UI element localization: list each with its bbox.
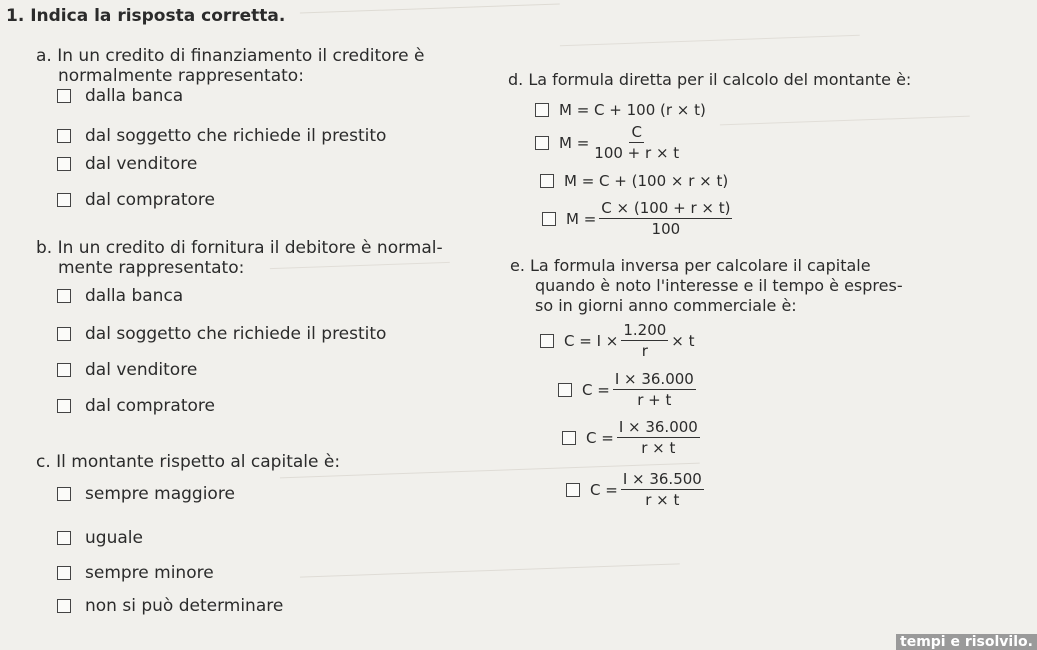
formula-e2[interactable]: C = $\frac{I \times 36.000}{r + t}$ <box>558 370 699 409</box>
checkbox[interactable] <box>535 103 549 117</box>
formula-d2[interactable]: M = $\frac{C}{100 + r \times t}$ <box>535 123 684 162</box>
option-c2[interactable]: uguale <box>57 528 143 548</box>
formula-e1[interactable]: C = I × $\frac{1.200}{r}$ × t <box>540 321 695 360</box>
option-a4[interactable]: dal compratore <box>57 190 215 210</box>
fraction: $\frac{I \times 36.500}{r \times t}$ <box>622 470 702 509</box>
checkbox[interactable] <box>562 431 576 445</box>
option-b3[interactable]: dal venditore <box>57 360 197 380</box>
fraction: $\frac{I \times 36.000}{r + t}$ <box>614 370 694 409</box>
option-a3[interactable]: dal venditore <box>57 154 197 174</box>
question-b-line1: b. In un credito di fornitura il debitore è normal- <box>36 238 443 258</box>
checkbox[interactable] <box>535 136 549 150</box>
checkbox[interactable] <box>57 89 71 103</box>
checkbox[interactable] <box>57 129 71 143</box>
question-b-line2: mente rappresentato: <box>58 258 245 278</box>
checkbox[interactable] <box>57 289 71 303</box>
question-e-line3: so in giorni anno commerciale è: <box>535 296 797 315</box>
checkbox[interactable] <box>558 383 572 397</box>
checkbox[interactable] <box>57 157 71 171</box>
option-b1[interactable]: dalla banca <box>57 286 183 306</box>
option-a1[interactable]: dalla banca <box>57 86 183 106</box>
checkbox[interactable] <box>57 327 71 341</box>
checkbox[interactable] <box>57 599 71 613</box>
option-c3[interactable]: sempre minore <box>57 563 214 583</box>
checkbox[interactable] <box>57 363 71 377</box>
checkbox[interactable] <box>57 399 71 413</box>
option-a2[interactable]: dal soggetto che richiede il prestito <box>57 126 386 146</box>
checkbox[interactable] <box>57 193 71 207</box>
formula-e4[interactable]: C = $\frac{I \times 36.500}{r \times t}$ <box>566 470 707 509</box>
checkbox[interactable] <box>540 334 554 348</box>
question-d-line1: d. La formula diretta per il calcolo del montante è: <box>508 70 912 89</box>
question-a-line2: normalmente rappresentato: <box>58 66 304 86</box>
checkbox[interactable] <box>57 487 71 501</box>
checkbox[interactable] <box>57 566 71 580</box>
formula-d3[interactable]: M = C + (100 × r × t) <box>540 172 728 190</box>
question-c-line1: c. Il montante rispetto al capitale è: <box>36 452 341 472</box>
exercise-title: 1. Indica la risposta corretta. <box>6 6 286 26</box>
question-a-line1: a. In un credito di finanziamento il creditore è <box>36 46 425 66</box>
fraction: $\frac{I \times 36.000}{r \times t}$ <box>618 418 698 457</box>
formula-d1[interactable]: M = C + 100 (r × t) <box>535 101 706 119</box>
formula-d4[interactable]: M = $\frac{C \times (100 + r \times t)}{100}$ <box>542 199 735 238</box>
formula-e3[interactable]: C = $\frac{I \times 36.000}{r \times t}$ <box>562 418 703 457</box>
option-b4[interactable]: dal compratore <box>57 396 215 416</box>
question-e-line2: quando è noto l'interesse e il tempo è espres- <box>535 276 903 295</box>
option-c1[interactable]: sempre maggiore <box>57 484 235 504</box>
fraction: $\frac{C}{100 + r \times t}$ <box>594 123 680 162</box>
option-c4[interactable]: non si può determinare <box>57 596 283 616</box>
footer-partial-text: tempi e risolvilo. <box>896 634 1037 650</box>
option-b2[interactable]: dal soggetto che richiede il prestito <box>57 324 386 344</box>
checkbox[interactable] <box>57 531 71 545</box>
checkbox[interactable] <box>566 483 580 497</box>
fraction: $\frac{1.200}{r}$ <box>623 321 667 360</box>
checkbox[interactable] <box>542 212 556 226</box>
checkbox[interactable] <box>540 174 554 188</box>
question-e-line1: e. La formula inversa per calcolare il capitale <box>510 256 871 275</box>
fraction: $\frac{C \times (100 + r \times t)}{100}$ <box>601 199 731 238</box>
